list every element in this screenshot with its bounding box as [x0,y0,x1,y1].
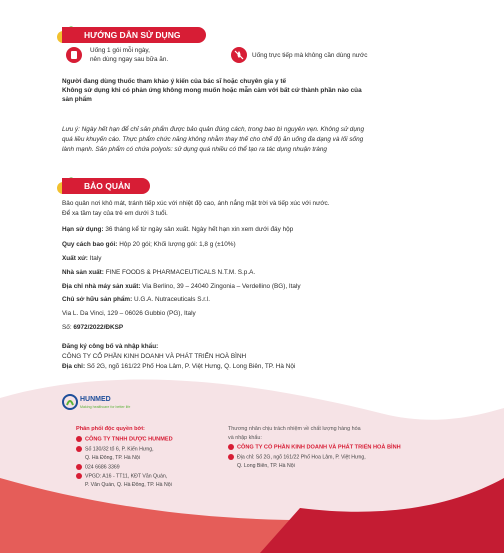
shelf-life-row [62,225,293,234]
hunmed-logo-icon [62,394,78,410]
shelf-life-value: 36 tháng kể từ ngày sản xuất. Ngày hết hạn xin xem dưới đáy hộp [105,226,294,233]
no-water-icon [231,47,247,63]
responsible-address-1: Địa chỉ: Số 2G, ngõ 161/22 Phố Hoa Lâm, P. Việt Hưng, [237,454,366,461]
responsible-title-1: Thương nhân chịu trách nhiệm về chất lượng hàng hóa [228,426,361,432]
distributor-office-2: P. Văn Quán, Q. Hà Đông, TP. Hà Nội [85,482,172,488]
origin-row [62,254,101,263]
sachet-icon [66,47,82,63]
responsible-company-row [228,444,401,450]
dose-line-1: Uống 1 gói mỗi ngày, [90,47,150,54]
owner-row [62,295,210,304]
brand-name: HUNMED [80,396,111,403]
manufacturer-row [62,268,255,277]
responsible-address-2: Q. Long Biên, TP. Hà Nội [237,463,295,469]
manufacturer-value: FINE FOODS & PHARMACEUTICALS N.T.M. S.p.A. [105,269,256,276]
registration-number-value: 6972/2022/ĐKSP [73,324,124,331]
owner-address: Via L. Da Vinci, 129 – 06026 Gubbio (PG), Italy [62,310,196,317]
distributor-company: CÔNG TY TNHH DƯỢC HUNMED [85,436,173,443]
location-icon [228,454,234,460]
distributor-company-row [76,436,173,442]
brand-tagline: Making healthcare for better life [80,405,131,409]
location-icon [76,446,82,452]
note-line-1: Lưu ý: Ngày hết hạn để chỉ sản phẩm được bảo quản đúng cách, trong bao bì nguyên vẹn. Không sử dụng [62,126,365,133]
registrant-address-row [62,362,295,371]
distributor-address-row [76,446,154,452]
packaging-row [62,240,236,249]
packaging-value: Hộp 20 gói; Khối lượng gói: 1,8 g (±10%) [119,241,236,248]
factory-label: Địa chỉ nhà máy sản xuất: [62,283,141,290]
owner-value: U.G.A. Nutraceuticals S.r.l. [134,296,211,303]
warning-line-2: Không sử dụng khi có phản ứng không mong muốn hoặc mẫn cảm với bất cứ thành phần nào của [62,87,362,94]
warning-line-3: sản phẩm [62,96,92,103]
note-line-2: quá liều khuyến cáo. Thực phẩm chức năng không nhằm thay thế cho chế độ ăn uống đa dạng và lối sống [62,136,364,143]
storage-line-2: Để xa tầm tay của trẻ em dưới 3 tuổi. [62,210,168,217]
registrant-address-value: Số 2G, ngõ 161/22 Phố Hoa Lâm, P. Việt Hưng, Q. Long Biên, TP. Hà Nội [86,363,296,370]
registration-number-row [62,323,123,332]
storage-section-header: BẢO QUẢN [62,178,150,194]
manufacturer-label: Nhà sản xuất: [62,269,104,276]
dose-line-2: nên dùng ngay sau bữa ăn. [90,56,169,63]
usage-section-header: HƯỚNG DẪN SỬ DỤNG [62,27,206,43]
note-line-3: lành mạnh. Sản phẩm có chứa polyols: sử dụng quá nhiều có thể tạo ra tác dụng nhuận tràng [62,146,327,153]
distributor-phone: 024 6686 3369 [85,464,120,471]
direct-use-text: Uống trực tiếp mà không cần dùng nước [252,52,368,59]
home-icon [76,436,82,442]
registrant-company: CÔNG TY CỔ PHẦN KINH DOANH VÀ PHÁT TRIỂN HOÀ BÌNH [62,353,247,360]
distributor-title: Phân phối độc quyền bởi: [76,426,145,432]
packaging-label: Quy cách bao gói: [62,241,118,248]
responsible-address-row [228,454,366,460]
responsible-title-2: và nhập khẩu: [228,435,262,441]
owner-label: Chủ sở hữu sản phẩm: [62,296,133,303]
storage-line-1: Bảo quản nơi khô mát, tránh tiếp xúc với nhiệt độ cao, ánh nắng mặt trời và tiếp xúc với nước. [62,200,330,207]
registration-number-label: Số: [62,324,72,331]
registrant-address-label: Địa chỉ: [62,363,86,370]
registrant-label: Đăng ký công bố và nhập khẩu: [62,343,159,350]
distributor-office-row [76,473,167,479]
factory-row [62,282,301,291]
responsible-company: CÔNG TY CỔ PHẦN KINH DOANH VÀ PHÁT TRIỂN HOÀ BÌNH [237,444,401,451]
distributor-address-2: Q. Hà Đông, TP. Hà Nội [85,455,140,461]
distributor-phone-row [76,464,120,470]
factory-value: Via Berlino, 39 – 24040 Zingonia – Verdellino (BG), Italy [142,283,301,290]
origin-value: Italy [89,255,102,262]
shelf-life-label: Hạn sử dụng: [62,226,104,233]
phone-icon [76,464,82,470]
home-icon [228,444,234,450]
distributor-office-1: VPGD: A16 - TT11, KĐT Văn Quán, [85,473,168,480]
warning-line-1: Người đang dùng thuốc tham khảo ý kiến của bác sĩ hoặc chuyên gia y tế [62,78,287,85]
origin-label: Xuất xứ: [62,255,88,262]
distributor-address-1: Số 130/32 tổ 6, P. Kiến Hưng, [85,446,154,453]
office-icon [76,473,82,479]
